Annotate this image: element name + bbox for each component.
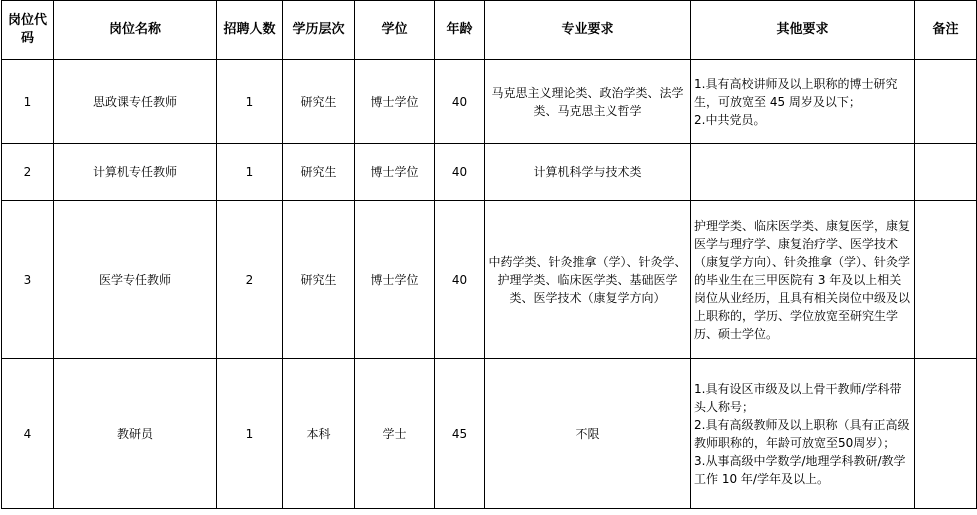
cell-other <box>691 60 915 144</box>
cell-code: 1 <box>2 60 54 144</box>
header-degree: 学位 <box>355 1 435 60</box>
cell-other <box>691 201 915 359</box>
table-row <box>2 359 977 509</box>
cell-age: 45 <box>435 359 485 509</box>
cell-code: 4 <box>2 359 54 509</box>
cell-count: 1 <box>217 60 283 144</box>
cell-education: 研究生 <box>283 60 355 144</box>
other-line: 1.具有设区市级及以上骨干教师/学科带头人称号； <box>694 381 902 414</box>
header-other: 其他要求 <box>691 1 915 60</box>
cell-name: 医学专任教师 <box>54 201 217 359</box>
cell-degree: 学士 <box>355 359 435 509</box>
cell-other <box>691 144 915 201</box>
cell-major: 计算机科学与技术类 <box>485 144 691 201</box>
header-row <box>2 1 977 60</box>
cell-note <box>915 144 977 201</box>
cell-major: 马克思主义理论类、政治学类、法学类、马克思主义哲学 <box>485 60 691 144</box>
table-row <box>2 144 977 201</box>
cell-name: 教研员 <box>54 359 217 509</box>
cell-education: 本科 <box>283 359 355 509</box>
header-age: 年龄 <box>435 1 485 60</box>
cell-code: 2 <box>2 144 54 201</box>
cell-major: 中药学类、针灸推拿（学）、针灸学、护理学类、临床医学类、基础医学类、医学技术（康复学方向） <box>485 201 691 359</box>
cell-name: 思政课专任教师 <box>54 60 217 144</box>
cell-age: 40 <box>435 144 485 201</box>
cell-age: 40 <box>435 60 485 144</box>
other-line: 2.具有高级教师及以上职称（具有正高级教师职称的，年龄可放宽至50周岁）； <box>694 417 910 450</box>
other-line: 2.中共党员。 <box>694 112 766 127</box>
table-row <box>2 60 977 144</box>
cell-count: 1 <box>217 144 283 201</box>
cell-age: 40 <box>435 201 485 359</box>
header-count: 招聘人数 <box>217 1 283 60</box>
cell-code: 3 <box>2 201 54 359</box>
header-name: 岗位名称 <box>54 1 217 60</box>
cell-note <box>915 60 977 144</box>
cell-name: 计算机专任教师 <box>54 144 217 201</box>
header-education: 学历层次 <box>283 1 355 60</box>
other-line: 1.具有高校讲师及以上职称的博士研究生，可放宽至 45 周岁及以下； <box>694 76 898 109</box>
header-note: 备注 <box>915 1 977 60</box>
cell-count: 1 <box>217 359 283 509</box>
cell-education: 研究生 <box>283 144 355 201</box>
cell-note <box>915 201 977 359</box>
cell-other <box>691 359 915 509</box>
cell-degree: 博士学位 <box>355 144 435 201</box>
cell-note <box>915 359 977 509</box>
cell-degree: 博士学位 <box>355 201 435 359</box>
header-major: 专业要求 <box>485 1 691 60</box>
cell-degree: 博士学位 <box>355 60 435 144</box>
cell-count: 2 <box>217 201 283 359</box>
header-code: 岗位代码 <box>2 1 54 60</box>
cell-major: 不限 <box>485 359 691 509</box>
other-line: 3.从事高级中学数学/地理学科教研/教学工作 10 年/学年及以上。 <box>694 453 906 486</box>
recruitment-table <box>1 0 977 509</box>
table-row <box>2 201 977 359</box>
other-line: 护理学类、临床医学类、康复医学，康复医学与理疗学、康复治疗学、医学技术（康复学方向）、针灸推拿（学）、针灸学的毕业生在三甲医院有 3 年及以上相关岗位从业经历，且具有相关岗位中级及以上职称的，学历、学位放宽至研究生学历、硕士学位。 <box>694 218 911 341</box>
cell-education: 研究生 <box>283 201 355 359</box>
